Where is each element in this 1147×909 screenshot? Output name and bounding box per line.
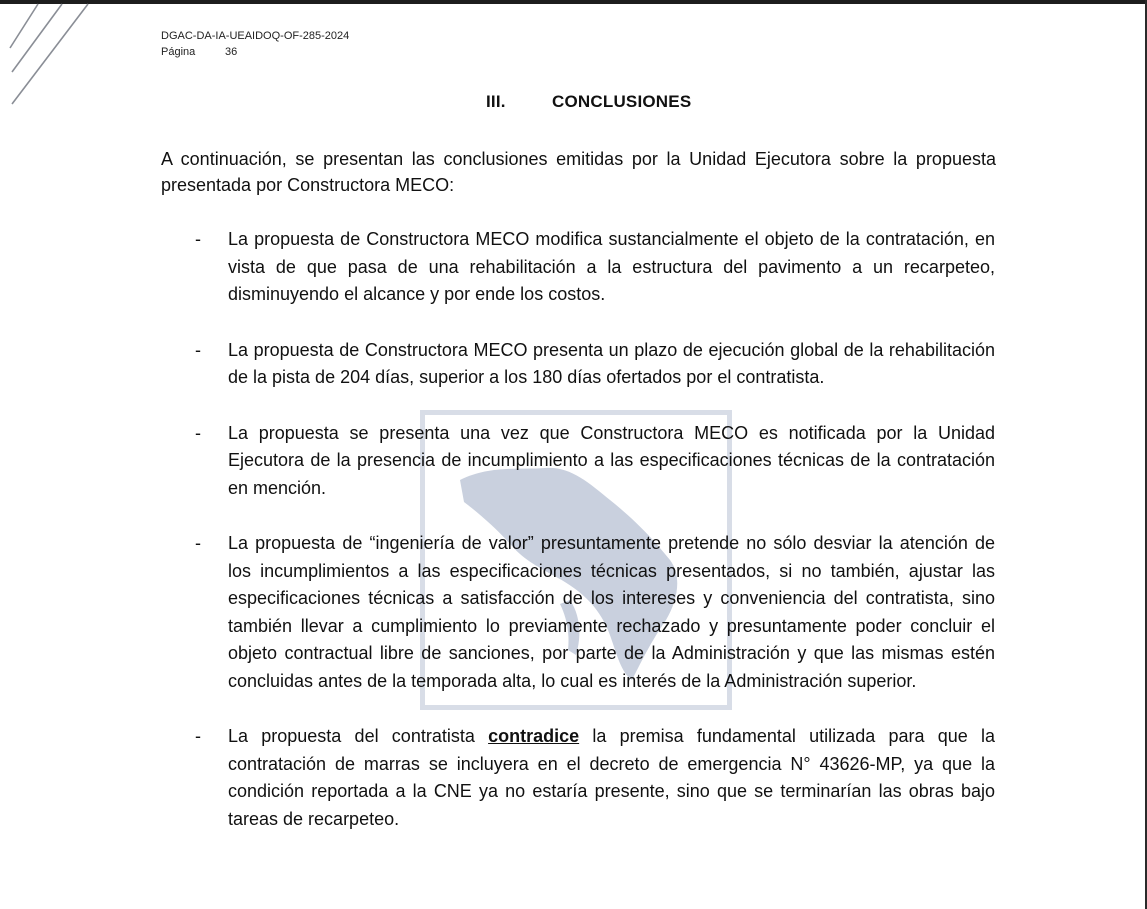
section-title: CONCLUSIONES [552, 92, 692, 111]
bullet-emphasis: contradice [488, 726, 580, 746]
bullet-dash: - [195, 422, 201, 443]
bullet-text-start: La propuesta del contratista [228, 726, 489, 746]
page-indicator [161, 44, 349, 60]
bullet-text-end: la premisa fundamental utilizada para que la contratación de marras se incluyera en el decreto de emergencia N° 43626-MP, ya que la condición reportada a la CNE ya no estaría presente, sino que se terminarían las obras bajo tareas de recarpeteo. [228, 726, 995, 829]
document-header [161, 28, 349, 60]
conclusions-list [195, 226, 995, 861]
bullet-text: La propuesta se presenta una vez que Constructora MECO es notificada por la Unidad Ejecutora de la presencia de incumplimiento a las especificaciones técnicas de la contratación en mención. [228, 422, 995, 498]
bullet-text: La propuesta de “ingeniería de valor” presuntamente pretende no sólo desviar la atención de los incumplimientos a las especificaciones técnicas presentados, si no también, ajustar las especificaciones técnicas a satisfacción de los intereses y conveniencia del contratista, sino también llevar a cumplimiento lo previamente rechazado y presuntamente poder concluir el objeto contractual libre de sanciones, por parte de la Administración y que las mismas estén concluidas antes de la temporada alta, lo cual es interés de la Administración superior. [228, 533, 995, 691]
intro-paragraph: A continuación, se presentan las conclusiones emitidas por la Unidad Ejecutora sobre la propuesta presentada por Constructora MECO: [161, 149, 996, 195]
list-item [195, 723, 995, 833]
section-heading [486, 92, 691, 112]
section-number: III. [486, 92, 506, 111]
list-item [195, 420, 995, 503]
page-label: Página [161, 46, 196, 58]
bullet-dash: - [195, 726, 201, 746]
page-top-border [0, 0, 1147, 4]
bullet-dash: - [195, 339, 201, 360]
list-item [195, 530, 995, 695]
corner-stripes-icon [0, 0, 100, 110]
page-number: 36 [225, 46, 238, 58]
bullet-text: La propuesta de Constructora MECO modifica sustancialmente el objeto de la contratación, en vista de que pasa de una rehabilitación a la estructura del pavimento a un recarpeteo, disminuyendo el alcance y por ende los costos. [228, 229, 995, 304]
bullet-dash: - [195, 533, 201, 553]
document-reference: DGAC-DA-IA-UEAIDOQ-OF-285-2024 [161, 30, 350, 42]
bullet-dash: - [195, 229, 201, 249]
list-item [195, 226, 995, 309]
bullet-text: La propuesta de Constructora MECO presenta un plazo de ejecución global de la rehabilitación de la pista de 204 días, superior a los 180 días ofertados por el contratista. [228, 339, 995, 387]
list-item [195, 337, 995, 392]
